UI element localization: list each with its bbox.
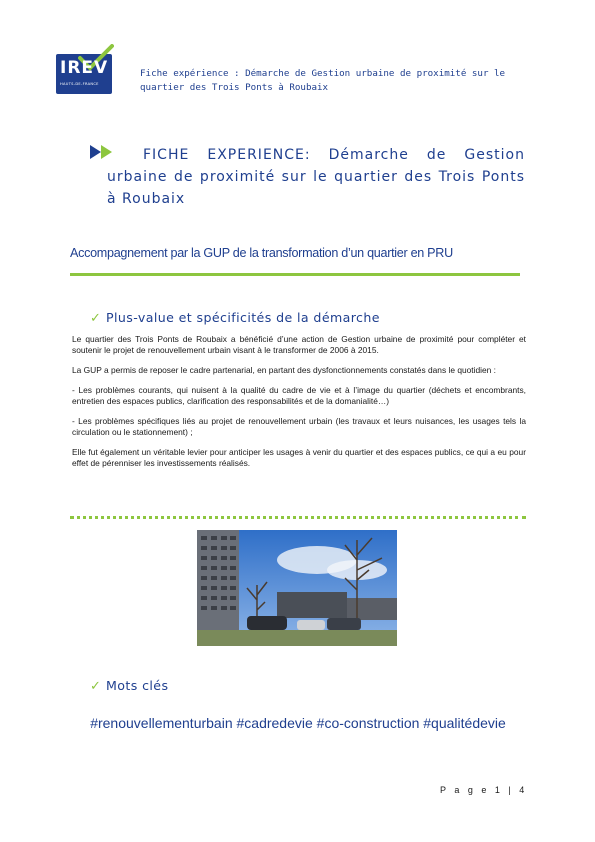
green-divider [70,273,520,276]
section-heading-text: Mots clés [106,678,169,693]
main-title [107,144,525,210]
paragraph: Elle fut également un véritable levier pour anticiper les usages à venir du quartier et des espaces publics, ce qui a eu pour effet de pérenniser les investissements réalisés. [72,447,526,468]
main-title-text: FICHE EXPERIENCE: Démarche de Gestion urbaine de proximité sur le quartier des Trois Ponts à Roubaix [107,147,525,207]
dotted-divider [70,516,526,519]
subtitle: Accompagnement par la GUP de la transformation d’un quartier en PRU [70,246,453,260]
paragraph: - Les problèmes spécifiques liés au projet de renouvellement urbain (les travaux et leurs nuisances, les usages tels la circulation ou le stationnement) ; [72,416,526,437]
irev-logo [56,44,114,94]
section-body [72,334,526,478]
section-heading-text: Plus-value et spécificités de la démarche [106,310,380,325]
keywords: #renouvellementurbain #cadredevie #co-construction #qualitédevie [90,715,506,731]
page-footer [440,785,527,795]
header-title: Fiche expérience : Démarche de Gestion urbaine de proximité sur le quartier des Trois Ponts à Roubaix [140,68,506,93]
neighborhood-photo [197,530,397,646]
check-icon: ✓ [90,311,101,326]
section-heading-mots-cles [90,675,168,694]
page-number: 1 | 4 [494,785,528,795]
paragraph: - Les problèmes courants, qui nuisent à la qualité du cadre de vie et à l’image du quartier (déchets et encombrants, entretien des espaces publics, clarification des responsabilités et de la domanialité…) [72,385,526,406]
paragraph: Le quartier des Trois Ponts de Roubaix a bénéficié d’une action de Gestion urbaine de proximité pour compléter et soutenir le projet de renouvellement urbain visant à le transformer de 2006 à 2015. [72,334,526,355]
logo-text: IREV [60,58,109,78]
section-heading-plus-value [90,307,380,326]
paragraph: La GUP a permis de reposer le cadre partenarial, en partant des dysfonctionnements constatés dans le quotidien : [72,365,496,375]
check-icon: ✓ [90,679,101,694]
logo-subtext: HAUTS-DE-FRANCE [60,82,99,86]
page-label: P a g e [440,785,490,795]
